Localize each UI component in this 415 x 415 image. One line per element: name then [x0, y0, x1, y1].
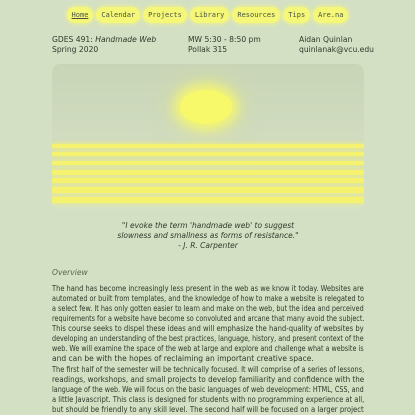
course-code: GDES 491:	[52, 35, 93, 44]
course-title-block	[52, 35, 156, 55]
main-nav	[0, 7, 415, 23]
nav-resources[interactable]: Resources	[232, 7, 280, 23]
horizon-stripe	[52, 178, 364, 183]
course-room: Pollak 315	[188, 45, 228, 54]
instructor-name: Aidan Quinlan	[299, 35, 353, 44]
paragraph-line: requirements for a website have become so convoluted and arcane that many avoid the subject.	[52, 314, 365, 323]
course-heading	[52, 35, 156, 45]
paragraph-line: automated or built from templates, and the knowledge of how to make a website is relegated to	[52, 294, 365, 303]
quote-line: "I evoke the term 'handmade web' to suggest	[121, 221, 295, 230]
hero-illustration	[52, 64, 364, 210]
paragraph-line: a select few. It has only gotten easier to learn and make on the web, but the idea and perceived	[52, 304, 364, 313]
paragraph-line: but should be friendly to any skill level. The second half will be focused on a larger project	[52, 405, 364, 414]
nav-projects[interactable]: Projects	[143, 7, 187, 23]
paragraph-line: The hand has become increasingly less present in the web as we know it today. Websites are	[52, 284, 364, 293]
horizon-stripe	[52, 144, 364, 148]
paragraph-line: This course seeks to dispel these ideas and will emphasize the hand-quality of websites by	[52, 324, 364, 333]
paragraph-line: a little Javascript. This class is designed for students with no programming experience at all,	[52, 395, 365, 404]
paragraph-line: and can be with the hopes of reclaiming an important creative space.	[52, 354, 314, 363]
sun-shape	[180, 90, 232, 124]
horizon-stripe	[52, 170, 364, 175]
overview-paragraph-2	[52, 365, 364, 415]
nav-calendar[interactable]: Calendar	[96, 7, 140, 23]
horizon-stripe	[52, 152, 364, 156]
course-semester: Spring 2020	[52, 45, 99, 54]
paragraph-line: developing an understanding of the best practices, language, history, and present context of the	[52, 334, 364, 343]
nav-home[interactable]: Home	[67, 7, 94, 23]
quote-attribution: - J. R. Carpenter	[178, 241, 238, 250]
quote-line: slowness and smallness as forms of resistance."	[117, 231, 299, 240]
horizon-stripe	[52, 161, 364, 165]
nav-arena[interactable]: Are.na	[313, 7, 348, 23]
quote-block	[52, 221, 364, 251]
paragraph-line: readings, workshops, and small projects to develop familiarity and confidence with the	[52, 375, 365, 384]
course-title: Handmade Web	[95, 35, 157, 44]
horizon-stripe	[52, 187, 364, 193]
instructor-block	[299, 35, 374, 55]
overview-heading: Overview	[52, 268, 88, 277]
paragraph-line: web. We will examine the space of the web at large and explore and challenge what a website is	[52, 344, 364, 353]
instructor-email[interactable]: quinlanak@vcu.edu	[299, 45, 374, 54]
overview-paragraph-1	[52, 284, 364, 364]
course-time: MW 5:30 - 8:50 pm	[188, 35, 261, 44]
horizon-stripe	[52, 197, 364, 203]
paragraph-line: The first half of the semester will be technically focused. It will comprise of a series of lessons,	[52, 365, 365, 374]
nav-tips[interactable]: Tips	[283, 7, 310, 23]
course-schedule-block	[188, 35, 261, 55]
nav-library[interactable]: Library	[190, 7, 230, 23]
paragraph-line: language of the web. We will focus on the basic languages of web development: HTML, CSS, and	[52, 385, 364, 394]
